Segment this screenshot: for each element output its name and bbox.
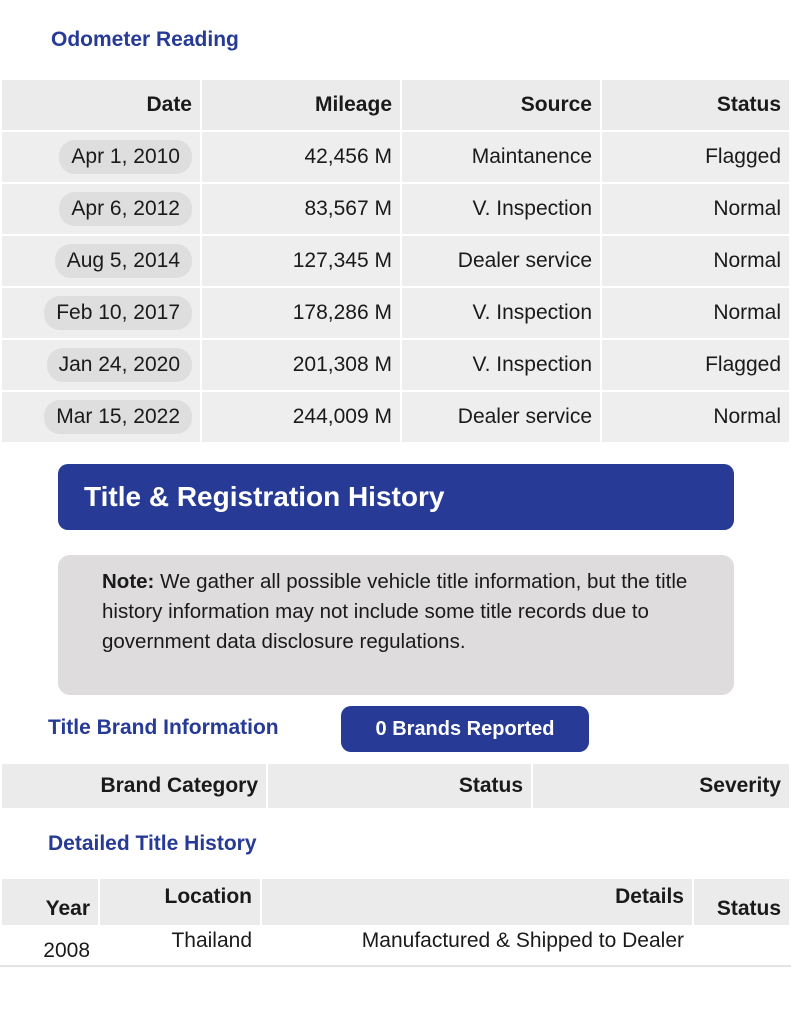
mileage-cell: 178,286 M [201, 287, 401, 339]
date-pill: Feb 10, 2017 [44, 296, 192, 330]
table-row [1, 131, 790, 183]
status-cell: Normal [601, 287, 790, 339]
date-cell [1, 391, 201, 443]
col-location: Location [99, 878, 261, 926]
brand-info-heading: Title Brand Information [48, 716, 279, 739]
detailed-history-table [0, 877, 791, 967]
detailed-history-heading: Detailed Title History [48, 832, 257, 855]
date-pill: Apr 6, 2012 [59, 192, 192, 226]
status-cell: Normal [601, 183, 790, 235]
detail-status-cell [693, 926, 790, 966]
col-details: Details [261, 878, 693, 926]
brand-header-row [1, 763, 790, 809]
date-cell [1, 339, 201, 391]
col-detail-status: Status [693, 878, 790, 926]
source-cell: V. Inspection [401, 183, 601, 235]
source-cell: Dealer service [401, 235, 601, 287]
date-cell [1, 235, 201, 287]
source-cell: Dealer service [401, 391, 601, 443]
year-cell: 2008 [1, 926, 99, 966]
table-row [1, 339, 790, 391]
source-cell: V. Inspection [401, 339, 601, 391]
note-box [58, 555, 734, 695]
source-cell: V. Inspection [401, 287, 601, 339]
table-row [1, 235, 790, 287]
brand-table [0, 762, 791, 810]
title-registration-banner: Title & Registration History [58, 464, 734, 530]
mileage-cell: 42,456 M [201, 131, 401, 183]
odometer-heading: Odometer Reading [51, 28, 239, 51]
note-text: We gather all possible vehicle title information, but the title history information may not include some title records due to government data disclosure regulations. [102, 570, 688, 653]
table-row [1, 926, 790, 966]
date-pill: Mar 15, 2022 [44, 400, 192, 434]
status-cell: Normal [601, 391, 790, 443]
status-cell: Flagged [601, 131, 790, 183]
col-date: Date [1, 79, 201, 131]
table-row [1, 391, 790, 443]
col-brand-severity: Severity [532, 763, 790, 809]
date-pill: Jan 24, 2020 [47, 348, 192, 382]
date-pill: Apr 1, 2010 [59, 140, 192, 174]
table-row [1, 287, 790, 339]
col-mileage: Mileage [201, 79, 401, 131]
mileage-cell: 244,009 M [201, 391, 401, 443]
brands-reported-badge: 0 Brands Reported [341, 706, 589, 752]
source-cell: Maintanence [401, 131, 601, 183]
date-cell [1, 183, 201, 235]
status-cell: Normal [601, 235, 790, 287]
col-year: Year [1, 878, 99, 926]
col-brand-status: Status [267, 763, 532, 809]
note-label: Note: [102, 570, 155, 593]
col-status: Status [601, 79, 790, 131]
details-cell: Manufactured & Shipped to Dealer [261, 926, 693, 966]
mileage-cell: 83,567 M [201, 183, 401, 235]
odometer-table [0, 78, 791, 444]
mileage-cell: 127,345 M [201, 235, 401, 287]
date-pill: Aug 5, 2014 [55, 244, 192, 278]
location-cell: Thailand [99, 926, 261, 966]
date-cell [1, 287, 201, 339]
table-row [1, 183, 790, 235]
detail-header-row [1, 878, 790, 926]
status-cell: Flagged [601, 339, 790, 391]
date-cell [1, 131, 201, 183]
col-source: Source [401, 79, 601, 131]
mileage-cell: 201,308 M [201, 339, 401, 391]
col-brand-category: Brand Category [1, 763, 267, 809]
odometer-header-row [1, 79, 790, 131]
